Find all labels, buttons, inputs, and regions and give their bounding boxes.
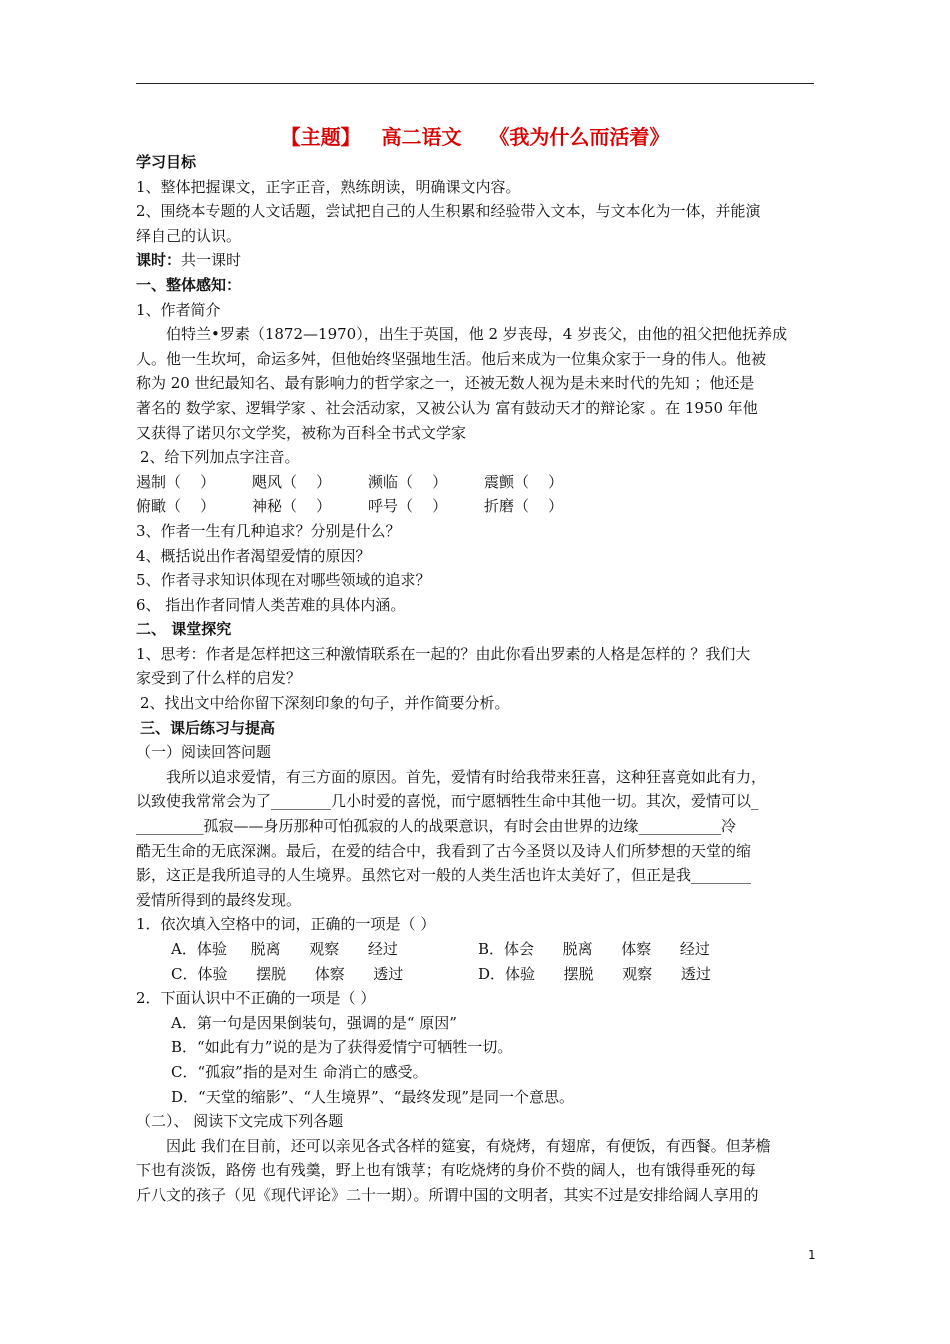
page-number: 1: [808, 1248, 816, 1262]
pinyin-item: 折磨（ ）: [484, 497, 564, 516]
mc-1-stem: 1．依次填入空格中的词，正确的一项是（ ）: [136, 915, 436, 934]
class-hours-label: 课时：: [136, 251, 182, 270]
question-5: 5、作者寻求知识体现在对哪些领域的追求？: [136, 571, 431, 590]
mc-1-options-row-1: [136, 937, 814, 962]
inquiry-1-line-2: 家受到了什么样的启发？: [136, 669, 302, 688]
author-bio-line: 称为 20 世纪最知名、最有影响力的哲学家之一，还被无数人视为是未来时代的先知 ；他还是: [136, 374, 755, 393]
section-3-heading: 三、课后练习与提高: [140, 718, 276, 737]
mc-1-options-row-2: [136, 962, 814, 987]
pinyin-heading: 2、给下列加点字注音。: [140, 448, 300, 467]
passage-2-line: 下也有淡饭，路傍 也有残羹，野上也有饿莩；有吃烧烤的身价不赀的阔人，也有饿得垂死的每: [136, 1161, 756, 1180]
mc-1-option-b: B．体会 脱离 体察 经过: [478, 940, 710, 958]
pinyin-item: 震颤（ ）: [484, 472, 564, 491]
part-2-heading: （二）、 阅读下文完成下列各题: [136, 1112, 344, 1131]
pinyin-row-1: [136, 470, 814, 495]
document-body: [136, 150, 814, 1208]
question-4: 4、概括说出作者渴望爱情的原因？: [136, 546, 371, 565]
mc-1-option-c: C．体验 摆脱 体察 透过: [171, 964, 404, 983]
pinyin-item: 神秘（ ）: [252, 497, 332, 516]
author-bio-line: 又获得了诺贝尔文学奖，被称为百科全书式文学家: [136, 423, 467, 442]
pinyin-row-2: [136, 494, 814, 519]
mc-2-option-d: D．“天堂的缩影”、“人生境界”、“最终发现”是同一个意思。: [171, 1087, 575, 1106]
passage-1-line: _________孤寂——身历那种可怕孤寂的人的战栗意识，有时会由世界的边缘___________冷: [136, 817, 737, 836]
author-bio-line: 伯特兰•罗素（1872—1970），出生于英国，他 2 岁丧母，4 岁丧父，由他的祖父把他抚养成: [166, 325, 788, 344]
pinyin-item: 俯瞰（ ）: [136, 497, 216, 516]
pinyin-item: 飓风（ ）: [252, 472, 332, 491]
passage-1-line: 酷无生命的无底深渊。最后，在爱的结合中，我看到了古今圣贤以及诗人们所梦想的天堂的缩: [136, 841, 752, 860]
author-bio-line: 著名的 数学家、逻辑学家 、社会活动家，又被公认为 富有鼓动天才的辩论家 。在 1950 年他: [136, 398, 758, 417]
section-2-heading: 二、 课堂探究: [136, 620, 232, 639]
document-title: 【主题】 高二语文 《我为什么而活着》: [280, 125, 670, 149]
objectives-heading: 学习目标: [136, 153, 197, 171]
pinyin-item: 呼号（ ）: [368, 497, 448, 516]
author-bio-line: 人。他一生坎坷，命运多舛，但他始终坚强地生活。他后来成为一位集众家于一身的伟人。他被: [136, 349, 767, 368]
part-1-heading: （一）阅读回答问题: [136, 743, 272, 762]
class-hours: [136, 248, 814, 273]
passage-2-line: 斤八文的孩子（见《现代评论》二十一期）。所谓中国的文明者，其实不过是安排给阔人享用的: [136, 1185, 759, 1204]
mc-2-option-b: B．“如此有力”说的是为了获得爱情宁可牺牲一切。: [171, 1038, 513, 1057]
objective-1: 1、整体把握课文，正字正音，熟练朗读，明确课文内容。: [136, 177, 521, 196]
passage-1-line: 爱情所得到的最终发现。: [136, 890, 302, 909]
author-intro-heading: 1、作者简介: [136, 300, 221, 319]
passage-1-line: 影，这正是我所追寻的人生境界。虽然它对一般的人类生活也许太美好了，但正是我________: [136, 866, 752, 885]
pinyin-item: 濒临（ ）: [368, 472, 448, 491]
passage-2-line: 因此 我们在目前，还可以亲见各式各样的筵宴，有烧烤，有翅席，有便饭，有西餐。但茅檐: [166, 1136, 771, 1155]
objective-2-line-2: 绎自己的认识。: [136, 226, 242, 245]
mc-2-option-a: A．第一句是因果倒装句，强调的是“ 原因”: [171, 1013, 457, 1032]
section-1-heading: 一、整体感知：: [136, 275, 242, 294]
question-6: 6、 指出作者同情人类苦难的具体内涵。: [136, 595, 406, 614]
passage-1-line: 我所以追求爱情，有三方面的原因。首先，爱情有时给我带来狂喜，这种狂喜竟如此有力，: [166, 767, 767, 786]
inquiry-1-line-1: 1、思考：作者是怎样把这三种激情联系在一起的？由此你看出罗素的人格是怎样的 ？我们大: [136, 644, 751, 663]
mc-1-option-a: A．体验 脱离 观察 经过: [171, 940, 398, 958]
mc-1-option-d: D．体验 摆脱 观察 透过: [478, 964, 711, 983]
objective-2-line-1: 2、围绕本专题的人文话题，尝试把自己的人生积累和经验带入文本，与文本化为一体，并能演: [136, 202, 761, 221]
class-hours-value: 共一课时: [181, 251, 242, 270]
passage-1-line: 以致使我常常会为了________几小时爱的喜悦，而宁愿牺牲生命中其他一切。其次，爱情可以_: [136, 792, 759, 811]
pinyin-item: 遏制（ ）: [136, 472, 216, 491]
mc-2-option-c: C．“孤寂”指的是对生 命消亡的感受。: [171, 1062, 428, 1081]
mc-2-stem: 2．下面认识中不正确的一项是（ ）: [136, 989, 376, 1008]
question-3: 3、作者一生有几种追求？分别是什么？: [136, 521, 401, 540]
inquiry-2: 2、找出文中给你留下深刻印象的句子，并作简要分析。: [140, 694, 510, 713]
header-rule: [136, 83, 814, 84]
